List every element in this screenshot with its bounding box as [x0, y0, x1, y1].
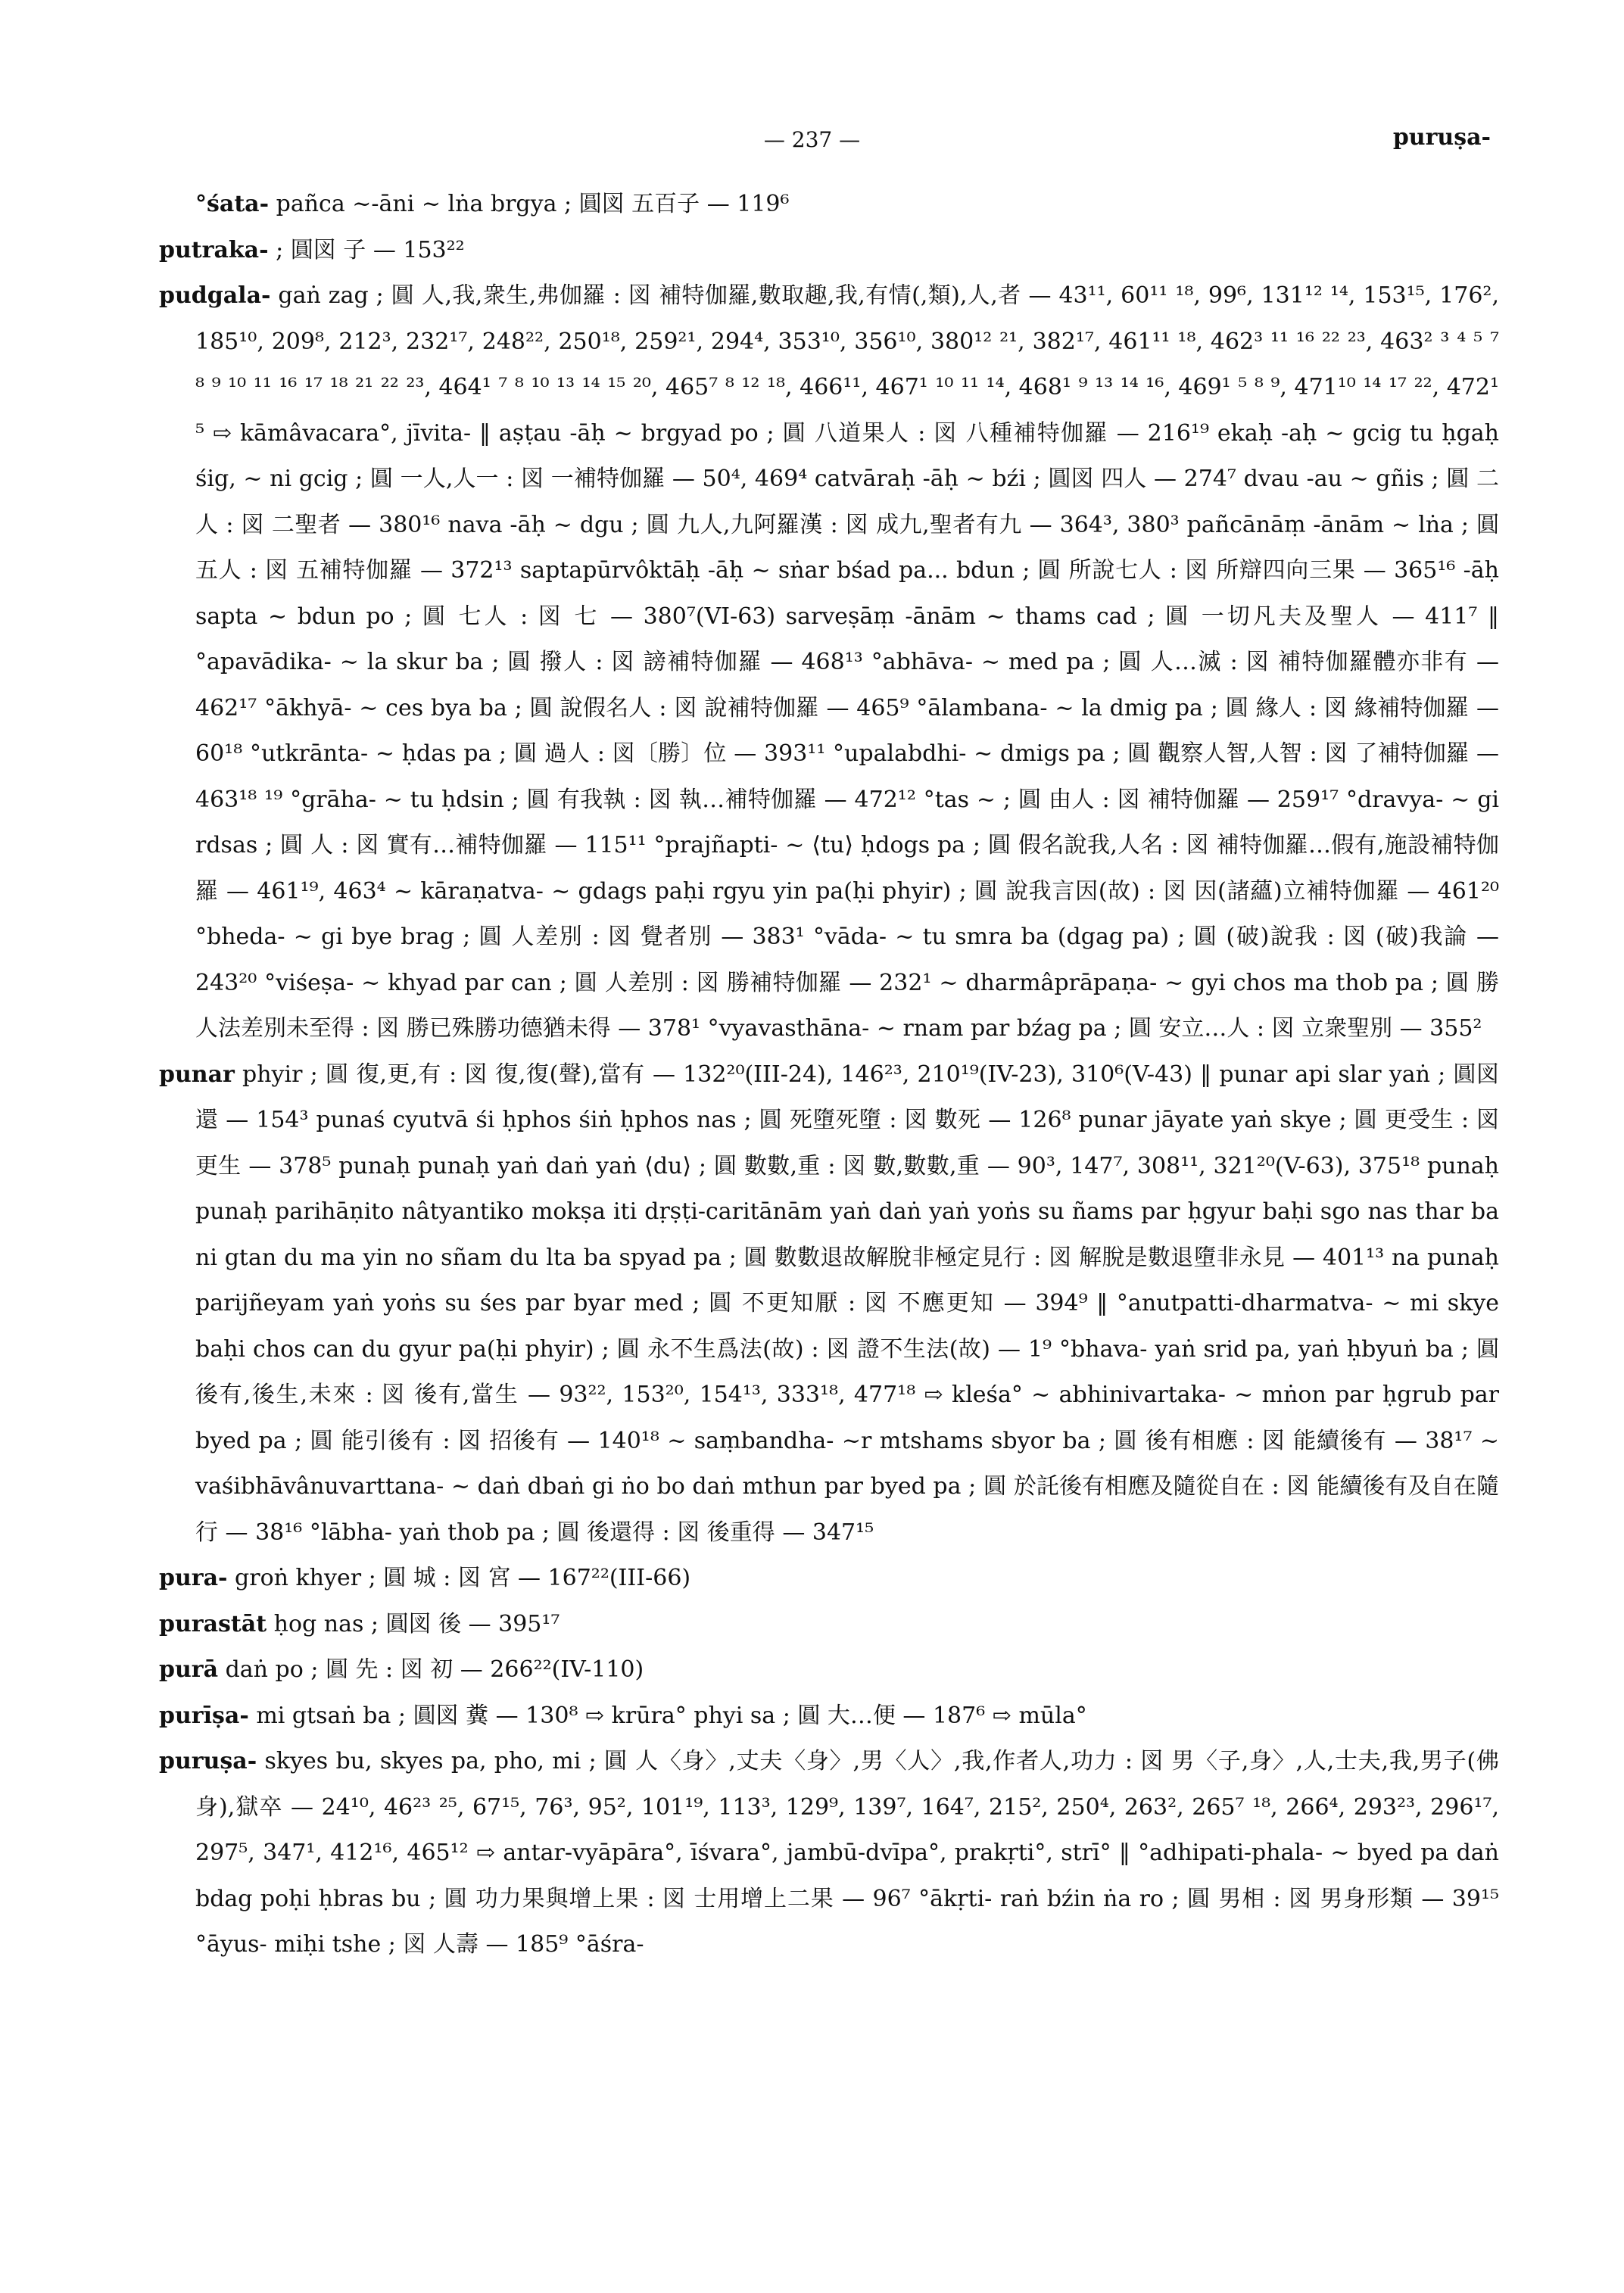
entry-purastat: [159, 1602, 1499, 1648]
entry-headword: putraka-: [159, 236, 269, 263]
entry-pura: [159, 1556, 1499, 1602]
entry-sata: [159, 182, 1499, 228]
entry-putraka: [159, 228, 1499, 274]
entry-punar: [159, 1052, 1499, 1556]
entry-list: [159, 182, 1499, 1968]
entry-headword: punar: [159, 1061, 235, 1088]
entry-headword: °śata-: [195, 191, 270, 217]
entry-purisa: [159, 1693, 1499, 1740]
entry-body: daṅ po ; 圓 先 : 図 初 — 266²²(IV-110): [225, 1656, 644, 1683]
entry-headword: pudgala-: [159, 282, 271, 309]
entry-pudgala: [159, 273, 1499, 1052]
entry-body: ; 圓図 子 — 153²²: [276, 236, 465, 263]
entry-body: groṅ khyer ; 圓 城 : 図 宮 — 167²²(III-66): [235, 1565, 691, 1591]
entry-purusa: [159, 1739, 1499, 1968]
page-number: — 237 —: [763, 127, 861, 152]
entry-pura2: [159, 1647, 1499, 1693]
entry-headword: puruṣa-: [159, 1748, 257, 1774]
entry-headword: purā: [159, 1656, 219, 1683]
entry-headword: pura-: [159, 1565, 228, 1591]
entry-body: ḥog nas ; 圓図 後 — 395¹⁷: [273, 1610, 560, 1637]
running-head: puruṣa-: [1392, 124, 1491, 151]
entry-body: mi gtsaṅ ba ; 圓図 糞 — 130⁸ ⇨ krūra° phyi sa ; 圓 大…便 — 187⁶ ⇨ mūla°: [256, 1702, 1087, 1729]
entry-headword: purastāt: [159, 1610, 267, 1637]
entry-body: skyes bu, skyes pa, pho, mi ; 圓 人〈身〉,丈夫〈身〉,男〈人〉,我,作者人,功力 : 図 男〈子,身〉,人,士夫,我,男子(佛身),獄卒 — 24¹⁰, 46²³ ²⁵, 67¹⁵, 76³, 95², 101¹⁹, 113³, 129⁹, 139⁷, 164⁷, 215², 250⁴, 263², 265⁷ ¹⁸, 266⁴, 293²³, 296¹⁷, 297⁵, 347¹, 412¹⁶, 465¹² ⇨ antar-vyāpāra°, īśvara°, jambū-dvīpa°, prakṛti°, strī° ‖ °adhipati-phala- ~ byed pa daṅ bdag poḥi ḥbras bu ; 圓 功力果與增上果 : 図 士用增上二果 — 96⁷ °ākṛti- raṅ bźin ṅa ro ; 圓 男相 : 図 男身形類 — 39¹⁵ °āyus- miḥi tshe ; 図 人壽 — 185⁹ °āśra-: [195, 1748, 1499, 1958]
entry-headword: purīṣa-: [159, 1702, 249, 1729]
entry-body: gaṅ zag ; 圓 人,我,衆生,弗伽羅 : 図 補特伽羅,數取趣,我,有情(,類),人,者 — 43¹¹, 60¹¹ ¹⁸, 99⁶, 131¹² ¹⁴, 153¹⁵, 176², 185¹⁰, 209⁸, 212³, 232¹⁷, 248²², 250¹⁸, 259²¹, 294⁴, 353¹⁰, 356¹⁰, 380¹² ²¹, 382¹⁷, 461¹¹ ¹⁸, 462³ ¹¹ ¹⁶ ²² ²³, 463² ³ ⁴ ⁵ ⁷ ⁸ ⁹ ¹⁰ ¹¹ ¹⁶ ¹⁷ ¹⁸ ²¹ ²² ²³, 464¹ ⁷ ⁸ ¹⁰ ¹³ ¹⁴ ¹⁵ ²⁰, 465⁷ ⁸ ¹² ¹⁸, 466¹¹, 467¹ ¹⁰ ¹¹ ¹⁴, 468¹ ⁹ ¹³ ¹⁴ ¹⁶, 469¹ ⁵ ⁸ ⁹, 471¹⁰ ¹⁴ ¹⁷ ²², 472¹ ⁵ ⇨ kāmâvacara°, jīvita- ‖ aṣṭau -āḥ ~ brgyad po ; 圓 八道果人 : 図 八種補特伽羅 — 216¹⁹ ekaḥ -aḥ ~ gcig tu ḥgaḥ śig, ~ ni gcig ; 圓 一人,人一 : 図 一補特伽羅 — 50⁴, 469⁴ catvāraḥ -āḥ ~ bźi ; 圓図 四人 — 274⁷ dvau -au ~ gñis ; 圓 二人 : 図 二聖者 — 380¹⁶ nava -āḥ ~ dgu ; 圓 九人,九阿羅漢 : 図 成九,聖者有九 — 364³, 380³ pañcānāṃ -ānām ~ lṅa ; 圓 五人 : 図 五補特伽羅 — 372¹³ saptapūrvôktāḥ -āḥ ~ sṅar bśad pa... bdun ; 圓 所說七人 : 図 所辯四向三果 — 365¹⁶ -āḥ sapta ~ bdun po ; 圓 七人 : 図 七 — 380⁷(VI-63) sarveṣāṃ -ānām ~ thams cad ; 圓 一切凡夫及聖人 — 411⁷ ‖ °apavādika- ~ la skur ba ; 圓 撥人 : 図 謗補特伽羅 — 468¹³ °abhāva- ~ med pa ; 圓 人…滅 : 図 補特伽羅體亦非有 — 462¹⁷ °ākhyā- ~ ces bya ba ; 圓 說假名人 : 図 說補特伽羅 — 465⁹ °ālambana- ~ la dmig pa ; 圓 緣人 : 図 緣補特伽羅 — 60¹⁸ °utkrānta- ~ ḥdas pa ; 圓 過人 : 図〔勝〕位 — 393¹¹ °upalabdhi- ~ dmigs pa ; 圓 觀察人智,人智 : 図 了補特伽羅 — 463¹⁸ ¹⁹ °grāha- ~ tu ḥdsin ; 圓 有我執 : 図 執…補特伽羅 — 472¹² °tas ~ ; 圓 由人 : 図 補特伽羅 — 259¹⁷ °dravya- ~ gi rdsas ; 圓 人 : 図 實有…補特伽羅 — 115¹¹ °prajñapti- ~ ⟨tu⟩ ḥdogs pa ; 圓 假名說我,人名 : 図 補特伽羅…假有,施設補特伽羅 — 461¹⁹, 463⁴ ~ kāraṇatva- ~ gdags paḥi rgyu yin pa(ḥi phyir) ; 圓 說我言因(故) : 図 因(諸蘊)立補特伽羅 — 461²⁰ °bheda- ~ gi bye brag ; 圓 人差別 : 図 覺者別 — 383¹ °vāda- ~ tu smra ba (dgag pa) ; 圓 (破)說我 : 図 (破)我論 — 243²⁰ °viśeṣa- ~ khyad par can ; 圓 人差別 : 図 勝補特伽羅 — 232¹ ~ dharmâprāpaṇa- ~ gyi chos ma thob pa ; 圓 勝人法差別未至得 : 図 勝已殊勝功德猶未得 — 378¹ °vyavasthāna- ~ rnam par bźag pa ; 圓 安立…人 : 図 立衆聖別 — 355²: [195, 282, 1499, 1042]
entry-body: pañca ~-āni ~ lṅa brgya ; 圓図 五百子 — 119⁶: [276, 191, 790, 217]
entry-body: phyir ; 圓 復,更,有 : 図 復,復(聲),當有 — 132²⁰(III-24), 146²³, 210¹⁹(IV-23), 310⁶(V-43) ‖ punar api slar yaṅ ; 圓図 還 — 154³ punaś cyutvā śi ḥphos śiṅ ḥphos nas ; 圓 死墮死墮 : 図 數死 — 126⁸ punar jāyate yaṅ skye ; 圓 更受生 : 図 更生 — 378⁵ punaḥ punaḥ yaṅ daṅ yaṅ ⟨du⟩ ; 圓 數數,重 : 図 數,數數,重 — 90³, 147⁷, 308¹¹, 321²⁰(V-63), 375¹⁸ punaḥ punaḥ parihāṇito nâtyantiko mokṣa iti dṛṣṭi-caritānām yaṅ daṅ yaṅ yoṅs su ñams par ḥgyur baḥi sgo nas thar ba ni gtan du ma yin no sñam du lta ba spyad pa ; 圓 數數退故解脫非極定見行 : 図 解脫是數退墮非永見 — 401¹³ na punaḥ parijñeyam yaṅ yoṅs su śes par byar med ; 圓 不更知厭 : 図 不應更知 — 394⁹ ‖ °anutpatti-dharmatva- ~ mi skye baḥi chos can du gyur pa(ḥi phyir) ; 圓 永不生爲法(故) : 図 證不生法(故) — 1⁹ °bhava- yaṅ srid pa, yaṅ ḥbyuṅ ba ; 圓 後有,後生,未來 : 図 後有,當生 — 93²², 153²⁰, 154¹³, 333¹⁸, 477¹⁸ ⇨ kleśa° ~ abhinivartaka- ~ mṅon par ḥgrub par byed pa ; 圓 能引後有 : 図 招後有 — 140¹⁸ ~ saṃbandha- ~r mtshams sbyor ba ; 圓 後有相應 : 図 能續後有 — 38¹⁷ ~ vaśibhāvânuvarttana- ~ daṅ dbaṅ gi ṅo bo daṅ mthun par byed pa ; 圓 於託後有相應及隨從自在 : 図 能續後有及自在隨行 — 38¹⁶ °lābha- yaṅ thob pa ; 圓 後還得 : 図 後重得 — 347¹⁵: [195, 1061, 1500, 1546]
